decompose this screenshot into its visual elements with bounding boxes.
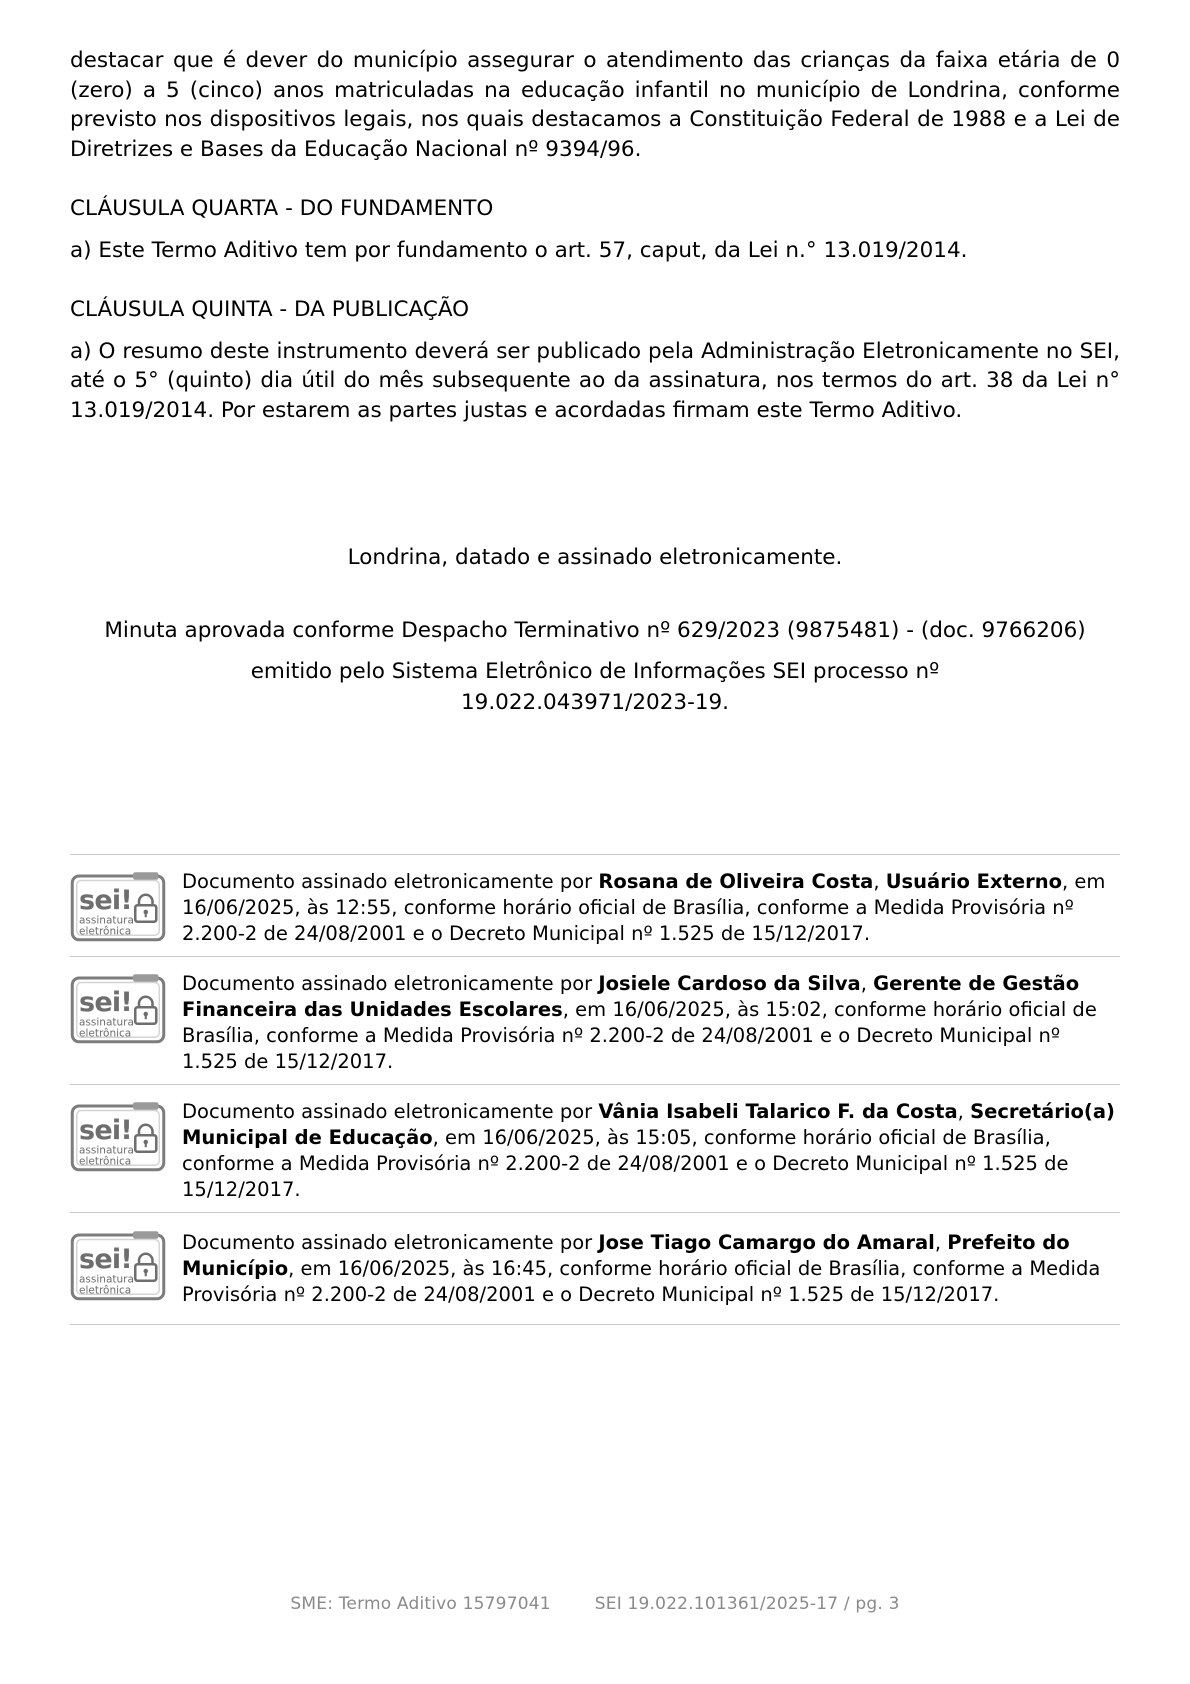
signature-block [70, 1212, 1120, 1324]
signer-role: Gerente de Gestão Financeira das Unidades Escolares [182, 972, 1080, 1021]
svg-text:assinatura: assinatura [79, 1016, 134, 1029]
signature-block [70, 956, 1120, 1084]
signature-separator: , [860, 972, 874, 995]
signature-suffix: , em 16/06/2025, às 12:55, conforme horário oficial de Brasília, conforme a Medida Provisória nº 2.200-2 de 24/08/2001 e o Decreto Municipal nº 1.525 de 15/12/2017. [182, 870, 1106, 945]
sei-assinatura-eletronica-logo [70, 1100, 166, 1172]
spacer [70, 325, 1120, 337]
signature-separator: , [957, 1100, 971, 1123]
clause-four-heading: CLÁUSULA QUARTA - DO FUNDAMENTO [70, 196, 494, 221]
signature-suffix: , em 16/06/2025, às 16:45, conforme horário oficial de Brasília, conforme a Medida Provisória nº 2.200-2 de 24/08/2001 e o Decreto Municipal nº 1.525 de 15/12/2017. [182, 1257, 1101, 1306]
closing-approval-line: Minuta aprovada conforme Despacho Terminativo nº 629/2023 (9875481) - (doc. 9766206) [104, 617, 1086, 643]
clause-five-item-a: a) O resumo deste instrumento deverá ser publicado pela Administração Eletronicamente no SEI, até o 5° (quinto) dia útil do mês subsequente ao da assinatura, nos termos do art. 38 da Lei n° 13.019/2014. Por estarem as partes justas e acordadas firmam este Termo Aditivo. [70, 338, 1120, 423]
svg-text:eletrônica: eletrônica [79, 1284, 132, 1297]
closing-place-line: Londrina, datado e assinado eletronicamente. [347, 545, 843, 570]
clause-five-heading: CLÁUSULA QUINTA - DA PUBLICAÇÃO [70, 297, 470, 322]
footer-document-reference: SME: Termo Aditivo 15797041 [290, 1594, 551, 1614]
signature-list-bottom-rule [70, 1324, 1120, 1325]
svg-text:sei!: sei! [79, 1115, 132, 1146]
signature-text [182, 970, 1120, 1075]
signature-block [70, 854, 1120, 956]
signature-prefix: Documento assinado eletronicamente por [182, 1231, 599, 1254]
svg-text:sei!: sei! [79, 885, 132, 916]
signature-text [182, 1098, 1120, 1203]
signer-name: Vânia Isabeli Talarico F. da Costa [598, 1100, 958, 1123]
svg-text:assinatura: assinatura [79, 1144, 134, 1157]
signer-role: Prefeito do Município [182, 1231, 1070, 1280]
footer-sei-reference: SEI 19.022.101361/2025-17 / pg. 3 [594, 1594, 900, 1614]
spacer [70, 425, 1120, 543]
svg-text:sei!: sei! [79, 1244, 132, 1275]
signer-role: Secretário(a) Municipal de Educação [182, 1100, 1115, 1149]
signature-prefix: Documento assinado eletronicamente por [182, 870, 599, 893]
signature-prefix: Documento assinado eletronicamente por [182, 972, 599, 995]
signer-name: Jose Tiago Camargo do Amaral [598, 1231, 935, 1254]
spacer [70, 224, 1120, 236]
svg-text:assinatura: assinatura [79, 1273, 134, 1286]
signature-suffix: , em 16/06/2025, às 15:05, conforme horário oficial de Brasília, conforme a Medida Provisória nº 2.200-2 de 24/08/2001 e o Decreto Municipal nº 1.525 de 15/12/2017. [182, 1126, 1069, 1201]
signer-name: Josiele Cardoso da Silva [598, 972, 861, 995]
signature-suffix: , em 16/06/2025, às 15:02, conforme horário oficial de Brasília, conforme a Medida Provisória nº 2.200-2 de 24/08/2001 e o Decreto Municipal nº 1.525 de 15/12/2017. [182, 998, 1097, 1073]
svg-text:eletrônica: eletrônica [79, 1027, 132, 1040]
signature-block [70, 1084, 1120, 1212]
svg-text:sei!: sei! [79, 987, 132, 1018]
signature-list [70, 854, 1120, 1325]
svg-text:eletrônica: eletrônica [79, 925, 132, 938]
page-footer [0, 1594, 1190, 1614]
sei-assinatura-eletronica-logo [70, 1229, 166, 1301]
document-body [70, 46, 1120, 718]
closing-issued-line: emitido pelo Sistema Eletrônico de Informações SEI processo nº 19.022.043971/2023-19. [250, 658, 940, 715]
spacer [70, 164, 1120, 194]
clause-four-item-a: a) Este Termo Aditivo tem por fundamento o art. 57, caput, da Lei n.° 13.019/2014. [70, 237, 968, 263]
svg-text:assinatura: assinatura [79, 914, 134, 927]
spacer [70, 265, 1120, 295]
sei-assinatura-eletronica-logo [70, 972, 166, 1044]
body-paragraph-continued: destacar que é dever do município assegurar o atendimento das crianças da faixa etária de 0 (zero) a 5 (cinco) anos matriculadas na educação infantil no município de Londrina, conforme previsto nos dispositivos legais, nos quais destacamos a Constituição Federal de 1988 e a Lei de Diretrizes e Bases da Educação Nacional nº 9394/96. [70, 48, 1120, 162]
signature-text [182, 1229, 1120, 1310]
svg-text:eletrônica: eletrônica [79, 1155, 132, 1168]
signer-role: Usuário Externo [885, 870, 1063, 893]
signature-prefix: Documento assinado eletronicamente por [182, 1100, 599, 1123]
sei-assinatura-eletronica-logo [70, 870, 166, 942]
spacer [70, 646, 1120, 656]
signature-text [182, 868, 1120, 947]
spacer [70, 573, 1120, 615]
signature-separator: , [873, 870, 886, 893]
signature-separator: , [934, 1231, 948, 1254]
signer-name: Rosana de Oliveira Costa [598, 870, 874, 893]
